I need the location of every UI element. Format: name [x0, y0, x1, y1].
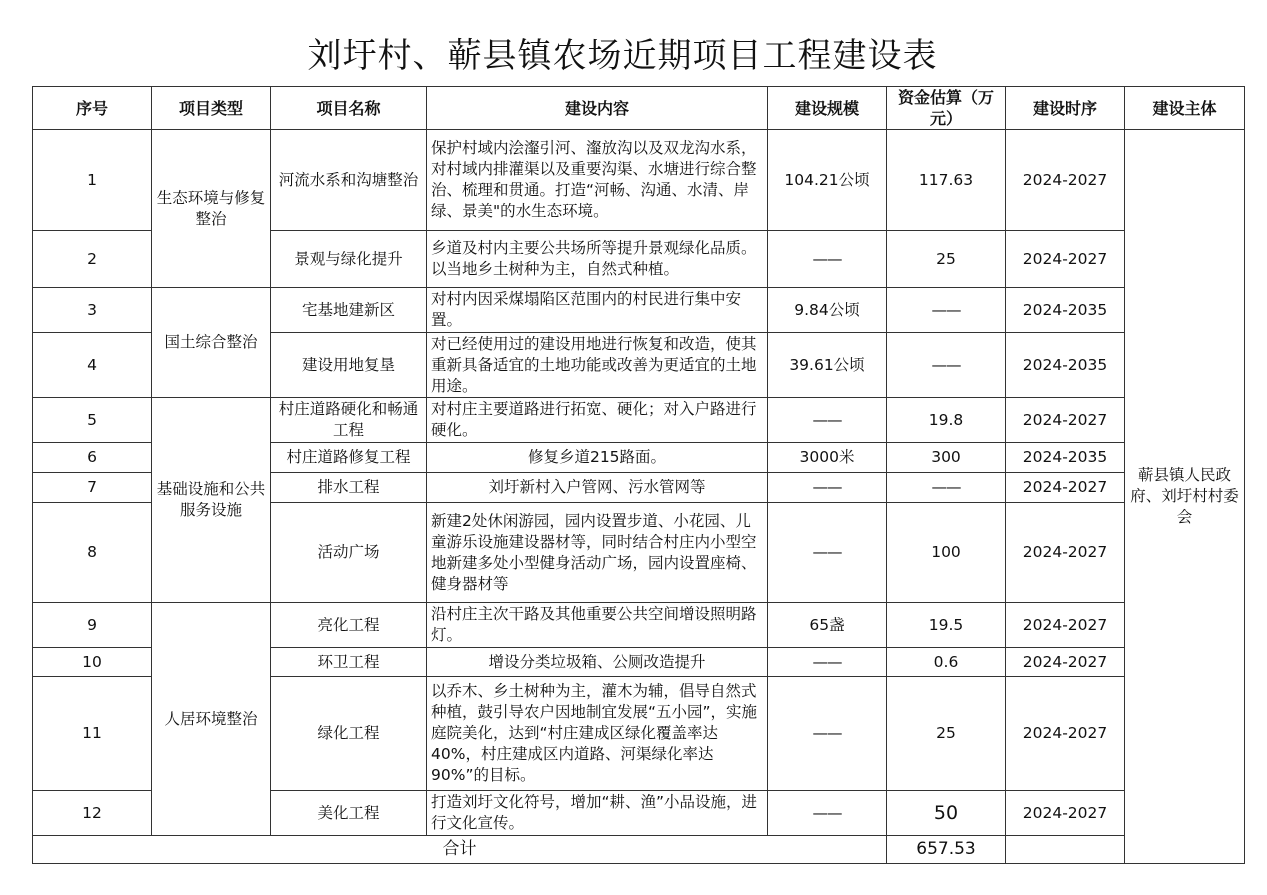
- row-content: 乡道及村内主要公共场所等提升景观绿化品质。以当地乡土树种为主，自然式种植。: [427, 231, 768, 288]
- row-no: 9: [33, 603, 152, 648]
- row-fund: ——: [887, 473, 1006, 503]
- page-title: 刘圩村、蕲县镇农场近期项目工程建设表: [307, 36, 938, 76]
- row-period: 2024-2027: [1006, 398, 1125, 443]
- row-period: 2024-2027: [1006, 603, 1125, 648]
- row-name: 环卫工程: [271, 648, 427, 677]
- category-cell: 人居环境整治: [152, 603, 271, 836]
- category-cell: 国土综合整治: [152, 288, 271, 398]
- row-period: 2024-2035: [1006, 443, 1125, 473]
- row-content: 保护村域内浍瀣引河、瀣放沟以及双龙沟水系，对村域内排灌渠以及重要沟渠、水塘进行综合整治、梳理和贯通。打造“河畅、沟通、水清、岸绿、景美"的水生态环境。: [427, 130, 768, 231]
- row-name: 建设用地复垦: [271, 333, 427, 398]
- row-scale: 39.61公顷: [768, 333, 887, 398]
- row-name: 村庄道路修复工程: [271, 443, 427, 473]
- row-name: 景观与绿化提升: [271, 231, 427, 288]
- row-no: 12: [33, 791, 152, 836]
- row-no: 3: [33, 288, 152, 333]
- owner-cell: 蕲县镇人民政府、刘圩村村委会: [1125, 130, 1245, 864]
- row-name: 亮化工程: [271, 603, 427, 648]
- row-name: 活动广场: [271, 503, 427, 603]
- header-owner: 建设主体: [1125, 87, 1245, 130]
- row-content: 新建2处休闲游园，园内设置步道、小花园、儿童游乐设施建设器材等，同时结合村庄内小型空地新建多处小型健身活动广场，园内设置座椅、健身器材等: [427, 503, 768, 603]
- header-type: 项目类型: [152, 87, 271, 130]
- row-content: 以乔木、乡土树种为主，灌木为辅，倡导自然式种植，鼓引导农户因地制宜发展“五小园”，实施庭院美化，达到“村庄建成区绿化覆盖率达40%，村庄建成区内道路、河渠绿化率达90%”的目标。: [427, 677, 768, 791]
- row-content: 修复乡道215路面。: [427, 443, 768, 473]
- total-empty: [1006, 836, 1125, 864]
- row-name: 绿化工程: [271, 677, 427, 791]
- row-no: 6: [33, 443, 152, 473]
- row-scale: ——: [768, 231, 887, 288]
- row-content: 打造刘圩文化符号，增加“耕、渔”小品设施，进行文化宣传。: [427, 791, 768, 836]
- row-no: 8: [33, 503, 152, 603]
- row-scale: ——: [768, 677, 887, 791]
- row-scale: 9.84公顷: [768, 288, 887, 333]
- row-no: 1: [33, 130, 152, 231]
- header-fund: 资金估算（万元）: [887, 87, 1006, 130]
- row-scale: ——: [768, 473, 887, 503]
- row-period: 2024-2035: [1006, 288, 1125, 333]
- row-content: 对村内因采煤塌陷区范围内的村民进行集中安置。: [427, 288, 768, 333]
- row-name: 排水工程: [271, 473, 427, 503]
- row-content: 增设分类垃圾箱、公厕改造提升: [427, 648, 768, 677]
- row-no: 2: [33, 231, 152, 288]
- row-fund: 19.5: [887, 603, 1006, 648]
- header-row: [33, 87, 1245, 130]
- row-period: 2024-2035: [1006, 333, 1125, 398]
- row-scale: ——: [768, 791, 887, 836]
- category-cell: 生态环境与修复整治: [152, 130, 271, 288]
- category-cell: 基础设施和公共服务设施: [152, 398, 271, 603]
- row-period: 2024-2027: [1006, 791, 1125, 836]
- row-period: 2024-2027: [1006, 677, 1125, 791]
- row-name: 宅基地建新区: [271, 288, 427, 333]
- row-name: 美化工程: [271, 791, 427, 836]
- table-row: [33, 288, 1245, 333]
- row-name: 村庄道路硬化和畅通工程: [271, 398, 427, 443]
- header-period: 建设时序: [1006, 87, 1125, 130]
- row-scale: ——: [768, 398, 887, 443]
- row-fund: ——: [887, 288, 1006, 333]
- row-period: 2024-2027: [1006, 231, 1125, 288]
- row-period: 2024-2027: [1006, 503, 1125, 603]
- row-no: 11: [33, 677, 152, 791]
- row-fund: 117.63: [887, 130, 1006, 231]
- row-no: 4: [33, 333, 152, 398]
- row-content: 对已经使用过的建设用地进行恢复和改造，使其重新具备适宜的土地功能或改善为更适宜的土地用途。: [427, 333, 768, 398]
- total-row: [33, 836, 1245, 864]
- row-fund: 19.8: [887, 398, 1006, 443]
- total-label: 合计: [33, 836, 887, 864]
- table-row: [33, 603, 1245, 648]
- table-row: [33, 398, 1245, 443]
- row-fund: 0.6: [887, 648, 1006, 677]
- header-no: 序号: [33, 87, 152, 130]
- row-period: 2024-2027: [1006, 648, 1125, 677]
- row-scale: 104.21公顷: [768, 130, 887, 231]
- row-scale: 3000米: [768, 443, 887, 473]
- row-content: 对村庄主要道路进行拓宽、硬化；对入户路进行硬化。: [427, 398, 768, 443]
- row-fund: 100: [887, 503, 1006, 603]
- row-scale: ——: [768, 648, 887, 677]
- row-no: 10: [33, 648, 152, 677]
- row-scale: ——: [768, 503, 887, 603]
- row-fund: 300: [887, 443, 1006, 473]
- row-no: 7: [33, 473, 152, 503]
- table-row: [33, 130, 1245, 231]
- row-content: 刘圩新村入户管网、污水管网等: [427, 473, 768, 503]
- total-value: 657.53: [887, 836, 1006, 864]
- row-fund: 25: [887, 231, 1006, 288]
- row-period: 2024-2027: [1006, 473, 1125, 503]
- row-period: 2024-2027: [1006, 130, 1125, 231]
- row-content: 沿村庄主次干路及其他重要公共空间增设照明路灯。: [427, 603, 768, 648]
- row-scale: 65盏: [768, 603, 887, 648]
- row-fund: 50: [887, 791, 1006, 836]
- row-fund: 25: [887, 677, 1006, 791]
- project-table: [32, 86, 1245, 864]
- header-name: 项目名称: [271, 87, 427, 130]
- header-scale: 建设规模: [768, 87, 887, 130]
- row-name: 河流水系和沟塘整治: [271, 130, 427, 231]
- row-no: 5: [33, 398, 152, 443]
- row-fund: ——: [887, 333, 1006, 398]
- header-content: 建设内容: [427, 87, 768, 130]
